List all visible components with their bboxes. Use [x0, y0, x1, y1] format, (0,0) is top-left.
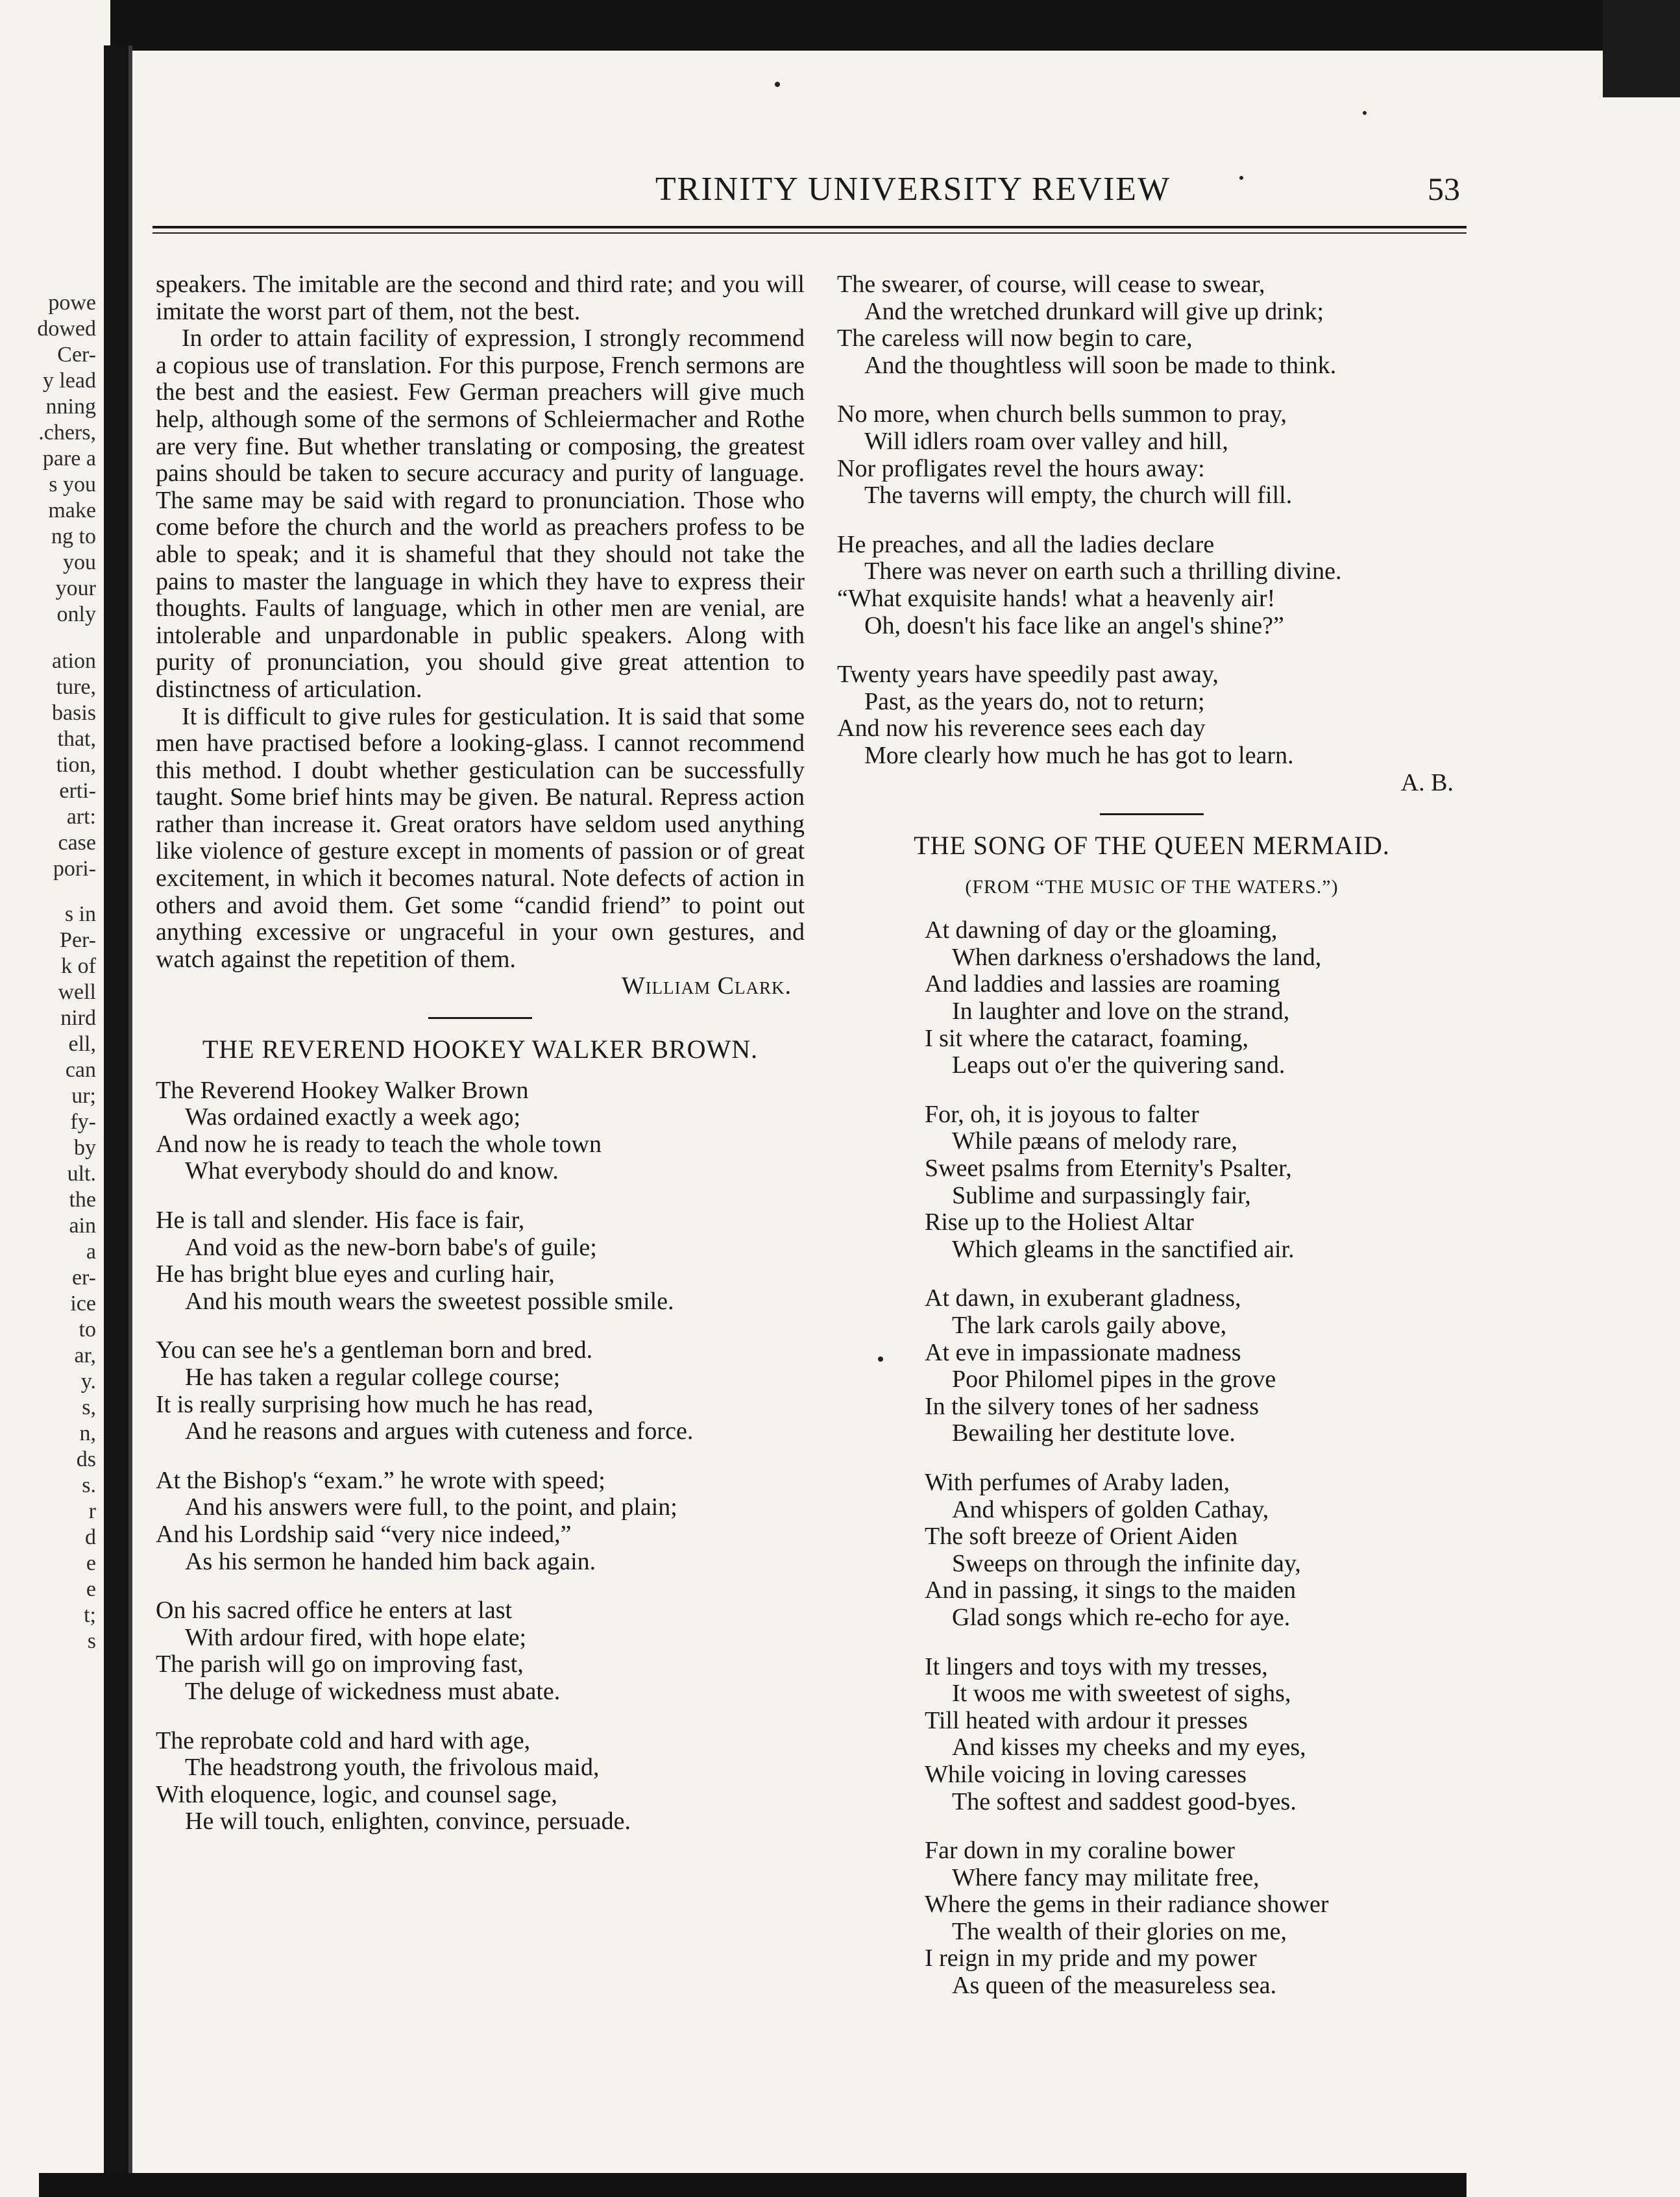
poem-line: Poor Philomel pipes in the grove: [952, 1366, 1276, 1393]
poem-line: The softest and saddest good-byes.: [952, 1787, 1297, 1815]
stanza: [837, 661, 1467, 769]
facing-page-fragment: to: [79, 1318, 96, 1342]
stanza: [156, 1337, 805, 1445]
facing-page-fragment: art:: [66, 805, 96, 829]
facing-page-fragment: ture,: [56, 675, 96, 699]
stanza: [837, 917, 1467, 1079]
facing-page-fragment: er-: [71, 1266, 96, 1290]
poem-line: What everybody should do and know.: [185, 1157, 559, 1185]
poem-line: The careless will now begin to care,: [837, 325, 1193, 352]
facing-page-fragment: nird: [60, 1006, 96, 1030]
facing-page-fragment: erti-: [59, 779, 96, 803]
facing-page-fragment: make: [48, 498, 96, 522]
poem-line: And laddies and lassies are roaming: [925, 970, 1280, 998]
poem-line: Which gleams in the sanctified air.: [952, 1235, 1295, 1263]
poem-line: He has taken a regular college course;: [185, 1363, 561, 1391]
facing-page-fragment: s,: [82, 1395, 96, 1419]
poem-line: Twenty years have speedily past away,: [837, 661, 1219, 689]
poem-line: And his Lordship said “very nice indeed,”: [156, 1520, 572, 1548]
facing-page-fragment: r: [88, 1499, 96, 1523]
poem-line: On his sacred office he enters at last: [156, 1597, 513, 1625]
facing-page-fragment: t;: [84, 1603, 96, 1627]
header-rule: [152, 226, 1467, 228]
poem-line: And he reasons and argues with cuteness and force.: [185, 1418, 694, 1445]
poem-line: At dawn, in exuberant gladness,: [925, 1284, 1241, 1312]
poem-line: Rise up to the Holiest Altar: [925, 1209, 1194, 1236]
poem-line: The Reverend Hookey Walker Brown: [156, 1076, 529, 1104]
facing-page-fragment: k of: [61, 954, 96, 978]
stanza: [156, 1597, 805, 1705]
stanza: [837, 1654, 1467, 1816]
poem-line: More clearly how much he has got to learn.: [864, 741, 1294, 769]
poem-line: There was never on earth such a thrilling divine.: [864, 558, 1342, 585]
essay-text: [156, 271, 805, 973]
poem-line: The deluge of wickedness must abate.: [185, 1677, 561, 1705]
facing-page-fragment: nning: [45, 395, 96, 419]
poem-line: No more, when church bells summon to pray,: [837, 400, 1287, 428]
poem-line: Sweeps on through the infinite day,: [952, 1549, 1301, 1577]
section-divider: [1100, 813, 1204, 815]
poem-line: He has bright blue eyes and curling hair,: [156, 1260, 555, 1288]
poem-line: With ardour fired, with hope elate;: [185, 1623, 527, 1651]
poem-line: The soft breeze of Orient Aiden: [925, 1523, 1238, 1551]
facing-page-fragment: pori-: [53, 857, 96, 881]
essay-paragraph: In order to attain facility of expression, I strongly recommend a copious use of translation. For this purpose, French sermons are the best and the easiest. Few German preachers will give much help, although some of the sermons of Schleiermacher and Rothe are very fine. But whether translating or composing, the greatest pains should be taken to secure accuracy and purity of language. The same may be said with regard to pronunciation. Those who come before the church and the world as preachers profess to be able to speak; and it is shameful that they should not take the pains to master the language in which they have to express their thoughts. Faults of language, which in other men are venial, are intolerable and unpardonable in public speakers. Along with purity of pronunciation, you should give great attention to distinctness of articulation.: [156, 325, 805, 703]
poem-line: Glad songs which re-echo for aye.: [952, 1603, 1291, 1631]
poem-line: It woos me with sweetest of sighs,: [952, 1680, 1291, 1708]
poem-line: He is tall and slender. His face is fair,: [156, 1207, 525, 1234]
facing-page-fragment: y lead: [42, 369, 96, 393]
facing-page-fragment: tion,: [56, 753, 96, 777]
poem-line: As his sermon he handed him back again.: [185, 1547, 596, 1575]
poem-line: The parish will go on improving fast,: [156, 1651, 524, 1678]
facing-page-fragment: .chers,: [38, 421, 96, 445]
stanza: [837, 1285, 1467, 1447]
facing-page-fragment: by: [74, 1136, 96, 1160]
facing-page-fragment: ds: [76, 1447, 96, 1471]
stanza: [837, 1101, 1467, 1264]
stanza: [837, 532, 1467, 639]
book-gutter: [104, 45, 128, 2174]
poem-line: I reign in my pride and my power: [925, 1945, 1257, 1972]
poem-line: Oh, doesn't his face like an angel's shine?”: [864, 611, 1284, 639]
essay-signature: William Clark.: [621, 972, 792, 1000]
poem-line: As queen of the measureless sea.: [952, 1972, 1277, 2000]
facing-page-fragment: you: [63, 550, 96, 574]
poem-line: And void as the new-born babe's of guile;: [185, 1233, 597, 1261]
poem-line: The swearer, of course, will cease to swear,: [837, 271, 1265, 298]
facing-page-fragment: ng to: [51, 524, 96, 548]
facing-page-fragment: case: [58, 831, 96, 855]
poem-line: At the Bishop's “exam.” he wrote with speed;: [156, 1466, 605, 1494]
poem-body: [156, 1077, 805, 1835]
header-rule-thin: [152, 232, 1467, 234]
facing-page-fragment: basis: [52, 701, 96, 725]
poem-line: And kisses my cheeks and my eyes,: [952, 1734, 1306, 1761]
right-column: [837, 271, 1467, 2000]
poem-line: And the thoughtless will soon be made to think.: [864, 351, 1337, 379]
poem-title: THE REVEREND HOOKEY WALKER BROWN.: [202, 1035, 759, 1064]
poem-line: At dawning of day or the gloaming,: [925, 916, 1278, 944]
facing-page-fragment: Per-: [60, 928, 96, 952]
stanza: [837, 271, 1467, 379]
poem-line: With eloquence, logic, and counsel sage,: [156, 1780, 557, 1808]
facing-page-fragment: fy-: [70, 1110, 96, 1134]
facing-page-fragment: ice: [70, 1292, 96, 1316]
facing-page-fragment: s.: [82, 1473, 96, 1497]
facing-page-fragment: only: [56, 602, 96, 626]
facing-page-fragment: your: [55, 576, 96, 600]
facing-page-fragment: dowed: [37, 317, 96, 341]
poem-line: Sublime and surpassingly fair,: [952, 1181, 1251, 1209]
facing-page-fragment: s: [87, 1629, 96, 1653]
facing-page-fragment: the: [69, 1188, 96, 1212]
scan-top-border: [110, 0, 1680, 51]
facing-page-fragment: e: [86, 1551, 96, 1575]
stanza: [156, 1728, 805, 1835]
facing-page-fragment: d: [85, 1525, 96, 1549]
facing-page-fragment: s in: [64, 902, 96, 926]
section-divider: [428, 1017, 532, 1019]
poem-line: And now his reverence sees each day: [837, 715, 1206, 743]
poem-line: With perfumes of Araby laden,: [925, 1468, 1230, 1496]
poem-line: In the silvery tones of her sadness: [925, 1392, 1259, 1420]
poem-title: THE SONG OF THE QUEEN MERMAID.: [914, 831, 1390, 861]
facing-page-fragment: s you: [49, 473, 96, 497]
stanza: [156, 1207, 805, 1315]
facing-page-fragment: ur;: [71, 1084, 96, 1108]
journal-title: TRINITY UNIVERSITY REVIEW: [655, 171, 1171, 208]
facing-page-fragments: [0, 0, 104, 2197]
poem-line: Past, as the years do, not to return;: [864, 687, 1205, 715]
stanza: [837, 1469, 1467, 1632]
stanza: [837, 1837, 1467, 2000]
poem-line: When darkness o'ershadows the land,: [952, 943, 1322, 971]
poem-line: At eve in impassionate madness: [925, 1338, 1241, 1366]
poem-line: For, oh, it is joyous to falter: [925, 1100, 1199, 1128]
stanza: [156, 1467, 805, 1575]
gutter-edge: [128, 45, 132, 2174]
poem-body-continued: [837, 271, 1467, 770]
running-header: [149, 170, 1467, 215]
poem-line: And his answers were full, to the point, and plain;: [185, 1493, 677, 1521]
facing-page-fragment: ell,: [68, 1032, 96, 1056]
poem-line: Far down in my coraline bower: [925, 1837, 1236, 1865]
facing-page-fragment: can: [65, 1058, 96, 1082]
essay-paragraph: speakers. The imitable are the second and third rate; and you will imitate the worst part of them, not the best.: [156, 271, 805, 325]
poem-line: “What exquisite hands! what a heavenly air!: [837, 584, 1276, 612]
facing-page-fragment: ain: [69, 1214, 96, 1238]
facing-page-fragment: n,: [79, 1421, 96, 1445]
poem-line: The lark carols gaily above,: [952, 1312, 1227, 1339]
stanza: [837, 401, 1467, 509]
poem-line: Was ordained exactly a week ago;: [185, 1103, 521, 1131]
poem-line: Bewailing her destitute love.: [952, 1419, 1236, 1447]
stanza: [156, 1077, 805, 1185]
poem-line: In laughter and love on the strand,: [952, 998, 1290, 1025]
poem-line: Till heated with ardour it presses: [925, 1706, 1248, 1734]
poem-line: Where the gems in their radiance shower: [925, 1891, 1329, 1919]
poem-line: He preaches, and all the ladies declare: [837, 530, 1215, 558]
facing-page-fragment: ult.: [67, 1162, 96, 1186]
facing-page-fragment: ation: [52, 649, 96, 673]
poem-line: Leaps out o'er the quivering sand.: [952, 1051, 1285, 1079]
poem-line: The wealth of their glories on me,: [952, 1917, 1287, 1945]
facing-page-fragment: e: [86, 1577, 96, 1601]
facing-page-fragment: ar,: [74, 1344, 96, 1368]
scan-top-corner: [1603, 0, 1680, 97]
facing-page-fragment: Cer-: [57, 343, 96, 367]
poem-line: It lingers and toys with my tresses,: [925, 1652, 1268, 1680]
poem-line: And his mouth wears the sweetest possible smile.: [185, 1287, 674, 1315]
poem-line: And now he is ready to teach the whole town: [156, 1130, 602, 1158]
poem-line: And the wretched drunkard will give up drink;: [864, 297, 1324, 325]
poem-line: The reprobate cold and hard with age,: [156, 1726, 531, 1754]
poem-body: [837, 917, 1467, 1999]
poem-line: And whispers of golden Cathay,: [952, 1495, 1269, 1523]
poem-line: The headstrong youth, the frivolous maid,: [185, 1754, 600, 1782]
poem-line: Will idlers roam over valley and hill,: [864, 427, 1228, 455]
poem-line: And in passing, it sings to the maiden: [925, 1577, 1297, 1604]
facing-page-fragment: that,: [57, 727, 96, 751]
poem-line: Sweet psalms from Eternity's Psalter,: [925, 1155, 1292, 1183]
ink-speck: [775, 82, 780, 87]
poem-subtitle: (FROM “THE MUSIC OF THE WATERS.”): [965, 876, 1339, 898]
poem-initials: A. B.: [1400, 768, 1454, 796]
poem-line: Nor profligates revel the hours away:: [837, 454, 1205, 482]
ink-speck: [1363, 111, 1367, 115]
poem-line: While pæans of melody rare,: [952, 1127, 1238, 1155]
poem-line: He will touch, enlighten, convince, persuade.: [185, 1808, 631, 1835]
essay-paragraph: It is difficult to give rules for gesticulation. It is said that some men have practised before a looking-glass. I cannot recommend this method. I doubt whether gesticulation can be successfully taught. Some brief hints may be given. Be natural. Repress action rather than increase it. Great orators have seldom used anything like violence of gesture except in moments of passion or of great excitement, in which it becomes natural. Note defects of action in others and avoid them. Get some “candid friend” to point out anything excessive or ungraceful in your own gestures, and watch against the repetition of them.: [156, 702, 805, 973]
scan-bottom-border: [39, 2173, 1467, 2197]
facing-page-fragment: powe: [48, 291, 96, 315]
poem-line: While voicing in loving caresses: [925, 1760, 1247, 1788]
poem-line: It is really surprising how much he has read,: [156, 1390, 594, 1418]
poem-line: Where fancy may militate free,: [952, 1863, 1260, 1891]
facing-page-fragment: pare a: [42, 447, 96, 471]
left-column: [156, 271, 805, 1835]
poem-line: You can see he's a gentleman born and bred.: [156, 1336, 593, 1364]
poem-line: The taverns will empty, the church will fill.: [864, 482, 1293, 509]
facing-page-fragment: a: [86, 1240, 96, 1264]
page-number: 53: [1428, 171, 1460, 207]
facing-page-fragment: well: [58, 980, 96, 1004]
poem-line: I sit where the cataract, foaming,: [925, 1024, 1249, 1052]
facing-page-fragment: y.: [80, 1369, 96, 1393]
